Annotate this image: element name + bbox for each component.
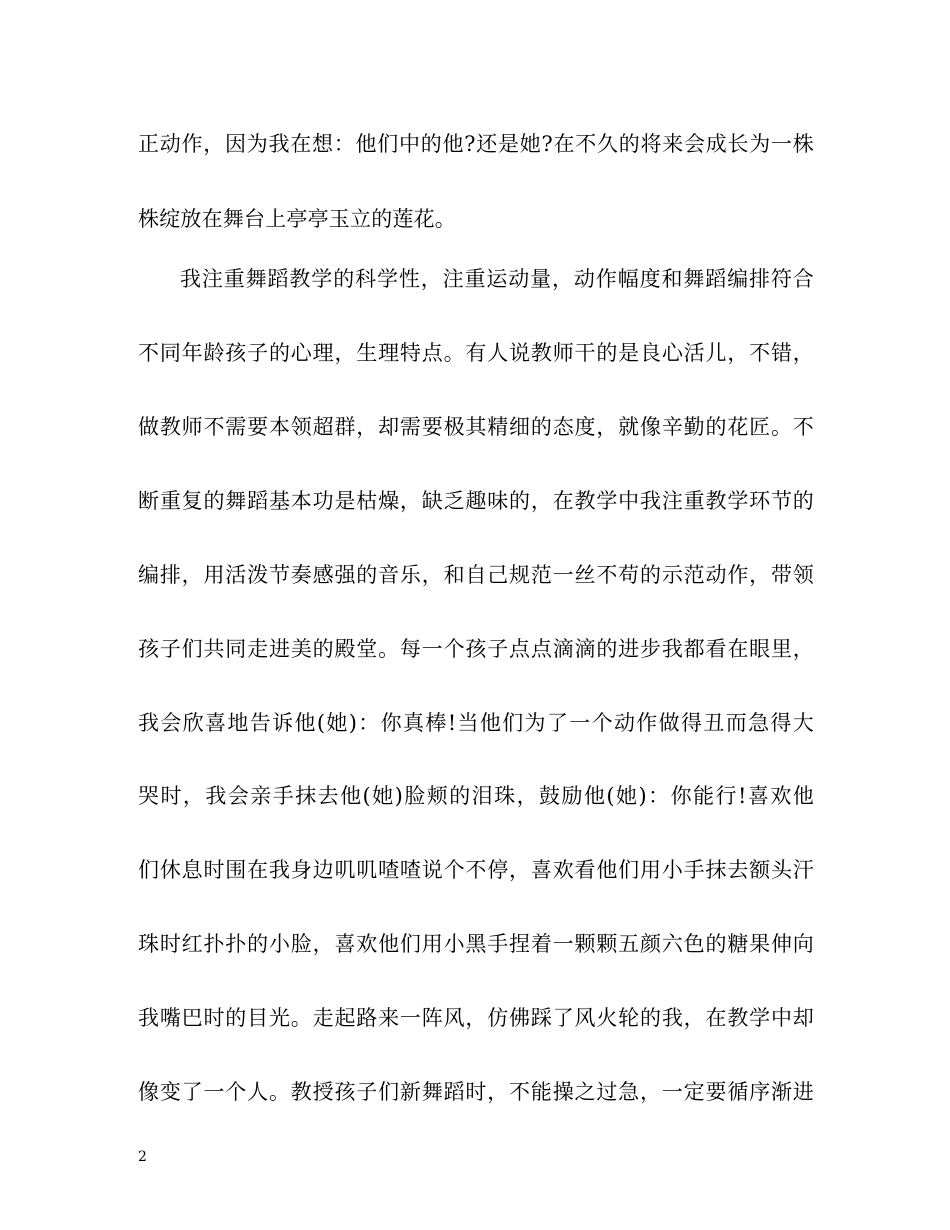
text-line-12: 珠时红扑扑的小脸，喜欢他们用小黑手捏着一颗颗五颜六色的糖果伸向 — [138, 932, 814, 956]
text-line-9: 我会欣喜地告诉他(她)：你真棒!当他们为了一个动作做得丑而急得大 — [138, 711, 814, 735]
text-line-14: 像变了一个人。教授孩子们新舞蹈时，不能操之过急，一定要循序渐进 — [138, 1080, 814, 1104]
text-line-5: 做教师不需要本领超群，却需要极其精细的态度，就像辛勤的花匠。不 — [138, 415, 814, 439]
text-line-13: 我嘴巴时的目光。走起路来一阵风，仿佛踩了风火轮的我，在教学中却 — [138, 1006, 814, 1030]
text-line-10: 哭时，我会亲手抹去他(她)脸颊的泪珠，鼓励他(她)：你能行!喜欢他 — [138, 784, 814, 808]
text-line-1: 正动作，因为我在想：他们中的他?还是她?在不久的将来会成长为一株 — [138, 132, 814, 156]
text-line-3: 我注重舞蹈教学的科学性，注重运动量，动作幅度和舞蹈编排符合 — [180, 267, 814, 291]
text-line-4: 不同年龄孩子的心理，生理特点。有人说教师干的是良心活儿，不错， — [138, 341, 814, 365]
text-line-8: 孩子们共同走进美的殿堂。每一个孩子点点滴滴的进步我都看在眼里， — [138, 637, 814, 661]
text-line-11: 们休息时围在我身边叽叽喳喳说个不停，喜欢看他们用小手抹去额头汗 — [138, 858, 814, 882]
text-line-2: 株绽放在舞台上亭亭玉立的莲花。 — [138, 207, 456, 231]
text-line-6: 断重复的舞蹈基本功是枯燥，缺乏趣味的，在教学中我注重教学环节的 — [138, 489, 814, 513]
text-line-7: 编排，用活泼节奏感强的音乐，和自己规范一丝不苟的示范动作，带领 — [138, 563, 814, 587]
page-number: 2 — [138, 1149, 147, 1165]
